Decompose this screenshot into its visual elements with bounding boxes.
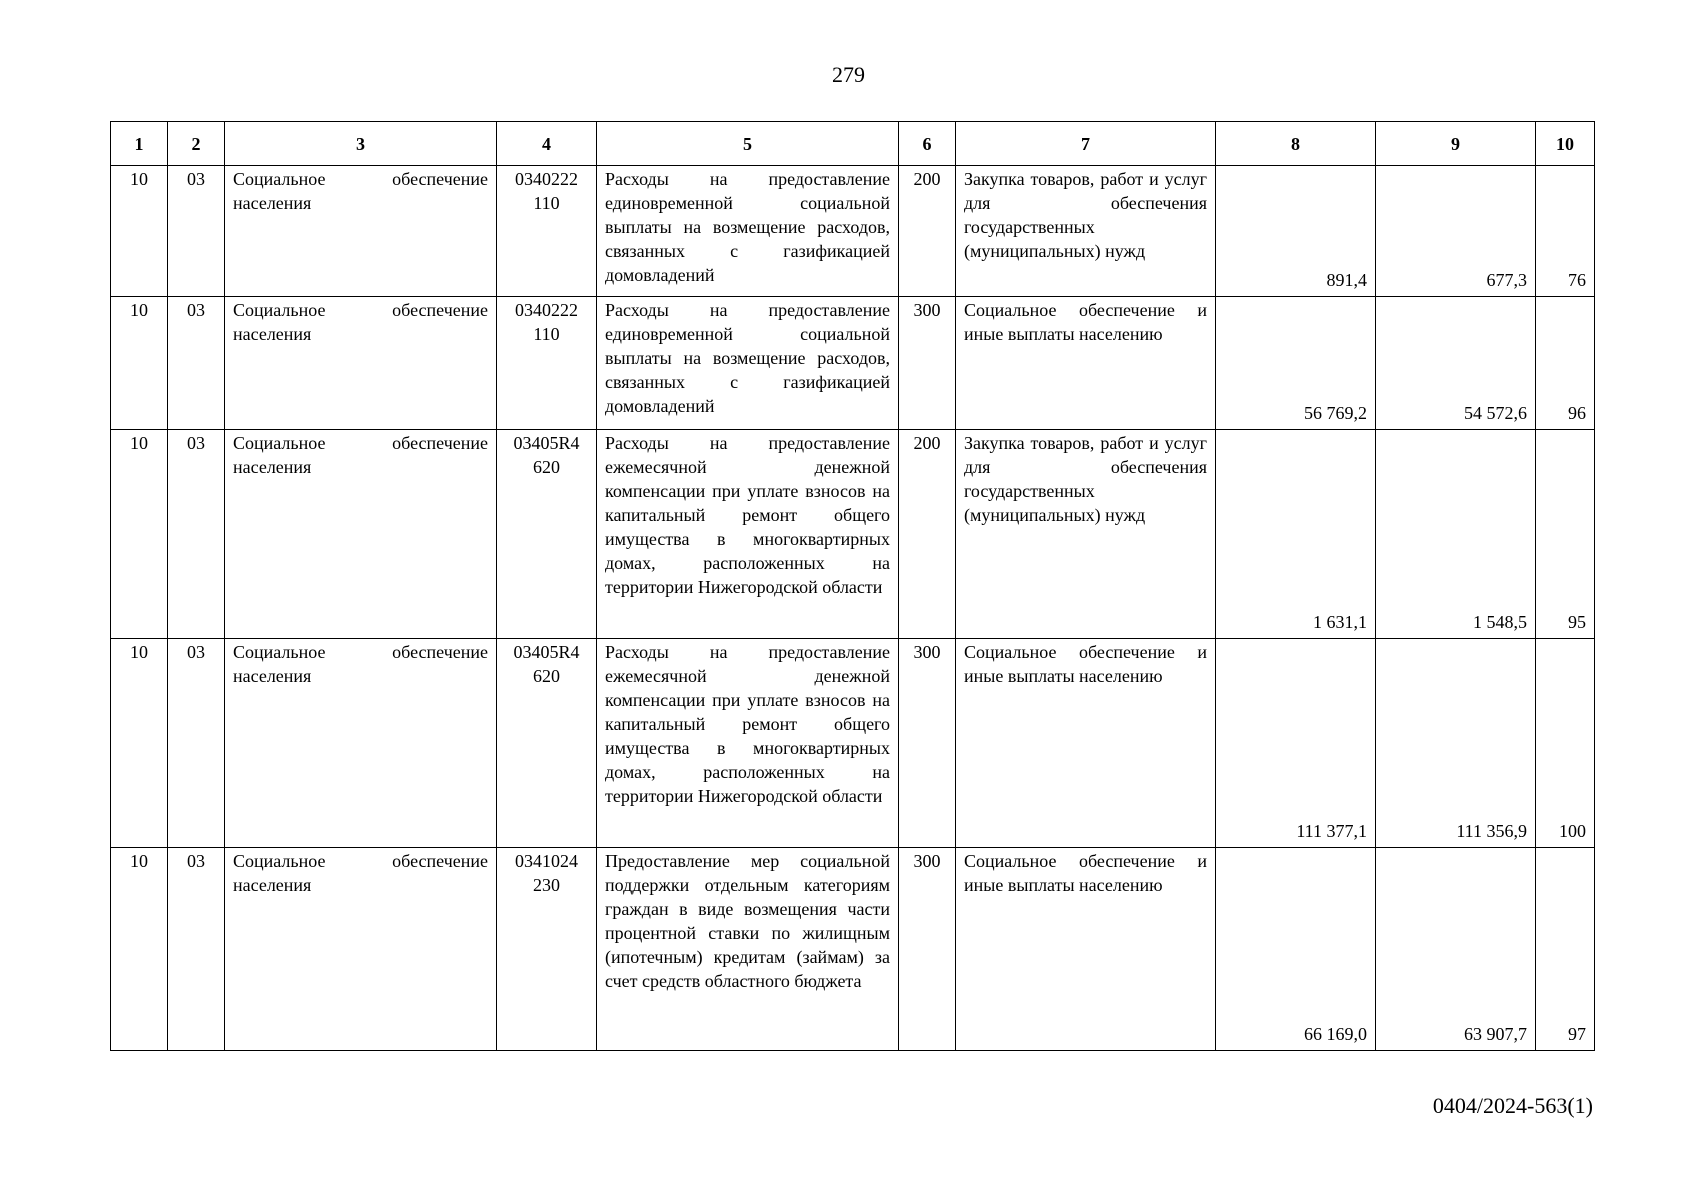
section-code: 10 (111, 297, 168, 430)
subsection-code: 03 (168, 297, 225, 430)
column-header: 10 (1536, 122, 1595, 166)
subsection-code: 03 (168, 848, 225, 1051)
amount-executed: 111 356,9 (1376, 639, 1536, 848)
execution-percent: 97 (1536, 848, 1595, 1051)
target-article-code: 0341024 230 (497, 848, 597, 1051)
column-header: 6 (899, 122, 956, 166)
amount-planned: 111 377,1 (1216, 639, 1376, 848)
target-article-code: 0340222 110 (497, 166, 597, 297)
amount-executed: 54 572,6 (1376, 297, 1536, 430)
column-header: 8 (1216, 122, 1376, 166)
target-article-name: Расходы на предоставление единовременной социальной выплаты на возмещение расходов, связанных с газификацией домовладений (597, 297, 899, 430)
amount-planned: 891,4 (1216, 166, 1376, 297)
table-header-row (111, 122, 1595, 166)
column-header: 3 (225, 122, 497, 166)
section-code: 10 (111, 430, 168, 639)
expense-type-name: Социальное обеспечение и иные выплаты населению (956, 639, 1216, 848)
subsection-name: Социальное обеспечение населения (225, 430, 497, 639)
expense-type-code: 300 (899, 297, 956, 430)
expense-type-code: 200 (899, 166, 956, 297)
expense-type-name: Закупка товаров, работ и услуг для обеспечения государственных (муниципальных) нужд (956, 430, 1216, 639)
column-header: 5 (597, 122, 899, 166)
table-row (111, 430, 1595, 639)
budget-table (110, 121, 1595, 1051)
subsection-name: Социальное обеспечение населения (225, 166, 497, 297)
table-row (111, 297, 1595, 430)
expense-type-name: Социальное обеспечение и иные выплаты населению (956, 297, 1216, 430)
subsection-name: Социальное обеспечение населения (225, 639, 497, 848)
amount-planned: 66 169,0 (1216, 848, 1376, 1051)
table-row (111, 639, 1595, 848)
target-article-name: Расходы на предоставление единовременной социальной выплаты на возмещение расходов, связанных с газификацией домовладений (597, 166, 899, 297)
subsection-name: Социальное обеспечение населения (225, 297, 497, 430)
table-row (111, 166, 1595, 297)
table-row (111, 848, 1595, 1051)
amount-planned: 1 631,1 (1216, 430, 1376, 639)
section-code: 10 (111, 166, 168, 297)
target-article-code: 03405R4 620 (497, 430, 597, 639)
target-article-name: Расходы на предоставление ежемесячной денежной компенсации при уплате взносов на капитальный ремонт общего имущества в многоквартирных домах, расположенных на территории Нижегородской области (597, 639, 899, 848)
target-article-name: Расходы на предоставление ежемесячной денежной компенсации при уплате взносов на капитальный ремонт общего имущества в многоквартирных домах, расположенных на территории Нижегородской области (597, 430, 899, 639)
section-code: 10 (111, 639, 168, 848)
target-article-code: 0340222 110 (497, 297, 597, 430)
column-header: 7 (956, 122, 1216, 166)
execution-percent: 95 (1536, 430, 1595, 639)
target-article-code: 03405R4 620 (497, 639, 597, 848)
subsection-name: Социальное обеспечение населения (225, 848, 497, 1051)
subsection-code: 03 (168, 639, 225, 848)
amount-executed: 1 548,5 (1376, 430, 1536, 639)
document-code: 0404/2024-563(1) (1432, 1093, 1593, 1118)
expense-type-code: 200 (899, 430, 956, 639)
subsection-code: 03 (168, 430, 225, 639)
amount-executed: 63 907,7 (1376, 848, 1536, 1051)
execution-percent: 100 (1536, 639, 1595, 848)
execution-percent: 96 (1536, 297, 1595, 430)
page-number: 279 (832, 62, 865, 87)
column-header: 1 (111, 122, 168, 166)
expense-type-code: 300 (899, 639, 956, 848)
expense-type-name: Закупка товаров, работ и услуг для обеспечения государственных (муниципальных) нужд (956, 166, 1216, 297)
target-article-name: Предоставление мер социальной поддержки отдельным категориям граждан в виде возмещения части процентной ставки по жилищным (ипотечным) кредитам (займам) за счет средств областного бюджета (597, 848, 899, 1051)
execution-percent: 76 (1536, 166, 1595, 297)
section-code: 10 (111, 848, 168, 1051)
expense-type-name: Социальное обеспечение и иные выплаты населению (956, 848, 1216, 1051)
amount-executed: 677,3 (1376, 166, 1536, 297)
column-header: 9 (1376, 122, 1536, 166)
column-header: 4 (497, 122, 597, 166)
expense-type-code: 300 (899, 848, 956, 1051)
subsection-code: 03 (168, 166, 225, 297)
amount-planned: 56 769,2 (1216, 297, 1376, 430)
column-header: 2 (168, 122, 225, 166)
